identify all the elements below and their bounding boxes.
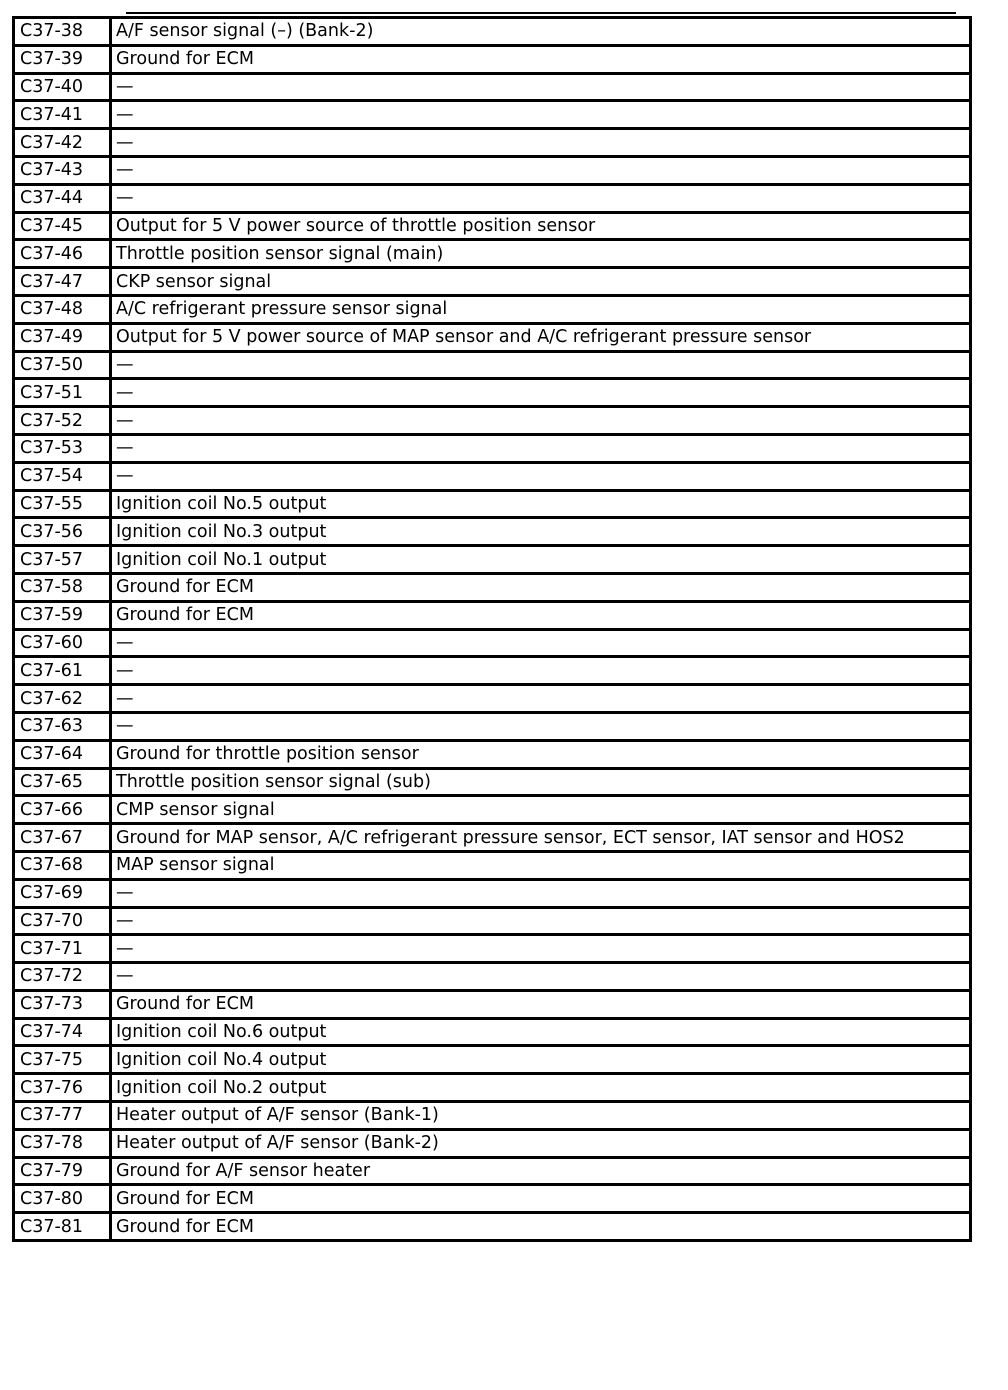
terminal-description-cell: — <box>111 879 971 907</box>
top-rule <box>126 12 956 14</box>
terminal-pin-cell: C37-65 <box>14 768 111 796</box>
table-row <box>14 351 971 379</box>
terminal-pin-cell: C37-51 <box>14 379 111 407</box>
terminal-description-cell: — <box>111 434 971 462</box>
terminal-pin-cell: C37-61 <box>14 657 111 685</box>
table-row <box>14 685 971 713</box>
terminal-description-cell: MAP sensor signal <box>111 851 971 879</box>
terminal-pin-cell: C37-58 <box>14 573 111 601</box>
table-row <box>14 462 971 490</box>
terminal-description-cell: Heater output of A/F sensor (Bank-2) <box>111 1129 971 1157</box>
terminal-pin-cell: C37-73 <box>14 990 111 1018</box>
terminal-pin-cell: C37-74 <box>14 1018 111 1046</box>
terminal-description-cell: CMP sensor signal <box>111 796 971 824</box>
terminal-pin-cell: C37-44 <box>14 184 111 212</box>
terminal-description-cell: Ground for A/F sensor heater <box>111 1157 971 1185</box>
terminal-pin-cell: C37-48 <box>14 295 111 323</box>
terminal-pin-cell: C37-81 <box>14 1213 111 1241</box>
table-row <box>14 657 971 685</box>
terminal-description-cell: Output for 5 V power source of MAP sensor and A/C refrigerant pressure sensor <box>111 323 971 351</box>
terminal-description-cell: — <box>111 629 971 657</box>
table-row <box>14 434 971 462</box>
terminal-description-cell: Ignition coil No.6 output <box>111 1018 971 1046</box>
table-row <box>14 1046 971 1074</box>
terminal-pin-cell: C37-63 <box>14 712 111 740</box>
terminal-pin-cell: C37-53 <box>14 434 111 462</box>
terminal-pin-cell: C37-75 <box>14 1046 111 1074</box>
terminal-description-cell: Output for 5 V power source of throttle position sensor <box>111 212 971 240</box>
table-row <box>14 990 971 1018</box>
terminal-description-cell: Ground for ECM <box>111 990 971 1018</box>
table-row <box>14 490 971 518</box>
table-row <box>14 1018 971 1046</box>
table-row <box>14 518 971 546</box>
table-row <box>14 1185 971 1213</box>
table-row <box>14 240 971 268</box>
table-row <box>14 907 971 935</box>
terminal-pin-cell: C37-80 <box>14 1185 111 1213</box>
table-row <box>14 546 971 574</box>
terminal-pin-cell: C37-52 <box>14 407 111 435</box>
terminal-pin-cell: C37-59 <box>14 601 111 629</box>
table-row <box>14 101 971 129</box>
terminal-description-cell: Ignition coil No.1 output <box>111 546 971 574</box>
terminal-table <box>12 16 972 1242</box>
table-row <box>14 1074 971 1102</box>
terminal-pin-cell: C37-70 <box>14 907 111 935</box>
table-row <box>14 379 971 407</box>
terminal-pin-cell: C37-79 <box>14 1157 111 1185</box>
table-row <box>14 824 971 852</box>
terminal-description-cell: — <box>111 462 971 490</box>
terminal-description-cell: — <box>111 184 971 212</box>
table-row <box>14 740 971 768</box>
terminal-description-cell: CKP sensor signal <box>111 268 971 296</box>
terminal-description-cell: Ignition coil No.5 output <box>111 490 971 518</box>
terminal-pin-cell: C37-42 <box>14 129 111 157</box>
terminal-description-cell: Ground for ECM <box>111 573 971 601</box>
terminal-description-cell: — <box>111 407 971 435</box>
table-row <box>14 45 971 73</box>
terminal-pin-cell: C37-49 <box>14 323 111 351</box>
table-row <box>14 323 971 351</box>
terminal-description-cell: Ground for ECM <box>111 1213 971 1241</box>
terminal-description-cell: Throttle position sensor signal (sub) <box>111 768 971 796</box>
table-row <box>14 796 971 824</box>
table-row <box>14 963 971 991</box>
terminal-description-cell: Ignition coil No.2 output <box>111 1074 971 1102</box>
terminal-pin-cell: C37-64 <box>14 740 111 768</box>
terminal-description-cell: — <box>111 73 971 101</box>
terminal-description-cell: Ignition coil No.4 output <box>111 1046 971 1074</box>
terminal-pin-cell: C37-55 <box>14 490 111 518</box>
terminal-table-body <box>14 18 971 1241</box>
table-row <box>14 573 971 601</box>
terminal-description-cell: A/C refrigerant pressure sensor signal <box>111 295 971 323</box>
table-row <box>14 851 971 879</box>
terminal-pin-cell: C37-38 <box>14 18 111 46</box>
table-row <box>14 156 971 184</box>
table-row <box>14 1129 971 1157</box>
table-row <box>14 879 971 907</box>
table-row <box>14 268 971 296</box>
terminal-pin-cell: C37-40 <box>14 73 111 101</box>
terminal-pin-cell: C37-77 <box>14 1102 111 1130</box>
terminal-pin-cell: C37-78 <box>14 1129 111 1157</box>
table-row <box>14 295 971 323</box>
table-row <box>14 407 971 435</box>
table-row <box>14 768 971 796</box>
terminal-pin-cell: C37-72 <box>14 963 111 991</box>
terminal-pin-cell: C37-47 <box>14 268 111 296</box>
terminal-pin-cell: C37-54 <box>14 462 111 490</box>
terminal-pin-cell: C37-39 <box>14 45 111 73</box>
table-row <box>14 935 971 963</box>
terminal-description-cell: — <box>111 712 971 740</box>
terminal-description-cell: Ground for ECM <box>111 45 971 73</box>
terminal-description-cell: Ignition coil No.3 output <box>111 518 971 546</box>
terminal-description-cell: Ground for throttle position sensor <box>111 740 971 768</box>
terminal-pin-cell: C37-57 <box>14 546 111 574</box>
terminal-description-cell: Throttle position sensor signal (main) <box>111 240 971 268</box>
table-row <box>14 18 971 46</box>
terminal-description-cell: Ground for MAP sensor, A/C refrigerant pressure sensor, ECT sensor, IAT sensor and HOS2 <box>111 824 971 852</box>
terminal-pin-cell: C37-67 <box>14 824 111 852</box>
terminal-pin-cell: C37-69 <box>14 879 111 907</box>
terminal-description-cell: A/F sensor signal (–) (Bank-2) <box>111 18 971 46</box>
terminal-description-cell: — <box>111 129 971 157</box>
terminal-pin-cell: C37-45 <box>14 212 111 240</box>
table-row <box>14 1157 971 1185</box>
terminal-pin-cell: C37-46 <box>14 240 111 268</box>
terminal-pin-cell: C37-50 <box>14 351 111 379</box>
terminal-description-cell: — <box>111 156 971 184</box>
terminal-description-cell: — <box>111 935 971 963</box>
terminal-pin-cell: C37-66 <box>14 796 111 824</box>
table-row <box>14 712 971 740</box>
terminal-pin-cell: C37-68 <box>14 851 111 879</box>
table-row <box>14 1213 971 1241</box>
terminal-description-cell: — <box>111 907 971 935</box>
terminal-pin-cell: C37-60 <box>14 629 111 657</box>
terminal-description-cell: Ground for ECM <box>111 1185 971 1213</box>
terminal-pin-cell: C37-71 <box>14 935 111 963</box>
table-row <box>14 212 971 240</box>
terminal-pin-cell: C37-43 <box>14 156 111 184</box>
terminal-pin-cell: C37-76 <box>14 1074 111 1102</box>
terminal-description-cell: — <box>111 963 971 991</box>
terminal-description-cell: — <box>111 657 971 685</box>
table-row <box>14 629 971 657</box>
terminal-description-cell: — <box>111 685 971 713</box>
terminal-description-cell: — <box>111 379 971 407</box>
terminal-pin-cell: C37-62 <box>14 685 111 713</box>
terminal-description-cell: Ground for ECM <box>111 601 971 629</box>
table-row <box>14 601 971 629</box>
terminal-description-cell: — <box>111 101 971 129</box>
terminal-description-cell: — <box>111 351 971 379</box>
terminal-description-cell: Heater output of A/F sensor (Bank-1) <box>111 1102 971 1130</box>
table-row <box>14 1102 971 1130</box>
table-row <box>14 73 971 101</box>
terminal-pin-cell: C37-41 <box>14 101 111 129</box>
table-row <box>14 184 971 212</box>
terminal-pin-cell: C37-56 <box>14 518 111 546</box>
table-row <box>14 129 971 157</box>
